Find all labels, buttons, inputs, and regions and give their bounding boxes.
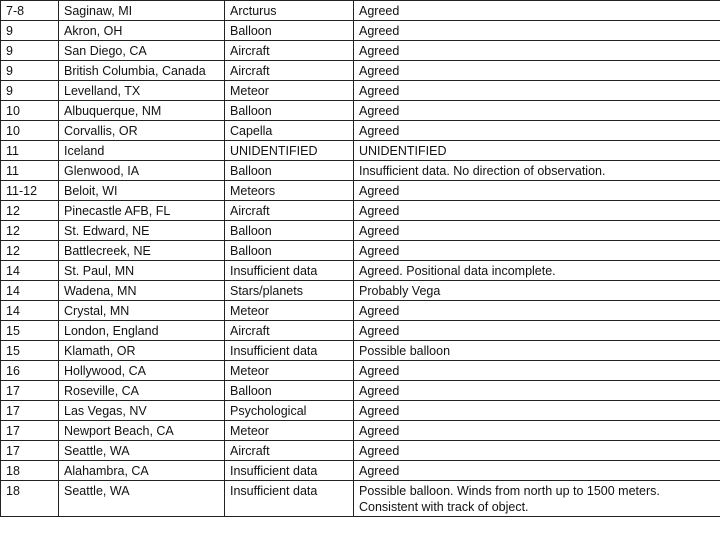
location-cell: Battlecreek, NE [59, 241, 225, 261]
table-row [1, 121, 720, 141]
table-row [1, 321, 720, 341]
date-cell: 14 [1, 261, 59, 281]
date-cell: 11 [1, 141, 59, 161]
location-cell: St. Paul, MN [59, 261, 225, 281]
date-cell: 14 [1, 301, 59, 321]
explanation-cell: Balloon [225, 21, 354, 41]
table-row [1, 261, 720, 281]
table-row [1, 381, 720, 401]
location-cell: London, England [59, 321, 225, 341]
table-row [1, 421, 720, 441]
location-cell: Hollywood, CA [59, 361, 225, 381]
location-cell: Klamath, OR [59, 341, 225, 361]
conclusion-cell: Possible balloon. Winds from north up to 1500 meters. Consistent with track of object. [354, 481, 720, 517]
table-row [1, 201, 720, 221]
conclusion-cell: Agreed [354, 61, 720, 81]
explanation-cell: Insufficient data [225, 461, 354, 481]
table-row [1, 301, 720, 321]
explanation-cell: Arcturus [225, 1, 354, 21]
date-cell: 17 [1, 401, 59, 421]
explanation-cell: Aircraft [225, 321, 354, 341]
explanation-cell: Aircraft [225, 41, 354, 61]
conclusion-cell: Agreed [354, 461, 720, 481]
date-cell: 16 [1, 361, 59, 381]
date-cell: 18 [1, 481, 59, 517]
explanation-cell: Meteor [225, 421, 354, 441]
table-row [1, 1, 720, 21]
table-row [1, 361, 720, 381]
conclusion-cell: UNIDENTIFIED [354, 141, 720, 161]
explanation-cell: Insufficient data [225, 261, 354, 281]
date-cell: 9 [1, 61, 59, 81]
conclusion-cell: Agreed [354, 361, 720, 381]
location-cell: Wadena, MN [59, 281, 225, 301]
conclusion-cell: Agreed [354, 81, 720, 101]
date-cell: 17 [1, 441, 59, 461]
conclusion-cell: Agreed [354, 41, 720, 61]
explanation-cell: Aircraft [225, 201, 354, 221]
table-row [1, 341, 720, 361]
location-cell: Saginaw, MI [59, 1, 225, 21]
location-cell: St. Edward, NE [59, 221, 225, 241]
conclusion-cell: Agreed [354, 1, 720, 21]
table-row [1, 241, 720, 261]
table-row [1, 221, 720, 241]
conclusion-cell: Agreed [354, 241, 720, 261]
location-cell: Crystal, MN [59, 301, 225, 321]
location-cell: Akron, OH [59, 21, 225, 41]
explanation-cell: Insufficient data [225, 341, 354, 361]
date-cell: 11-12 [1, 181, 59, 201]
conclusion-cell: Insufficient data. No direction of observation. [354, 161, 720, 181]
explanation-cell: Meteor [225, 301, 354, 321]
table-row [1, 401, 720, 421]
table-row [1, 161, 720, 181]
explanation-cell: Meteor [225, 81, 354, 101]
table-row [1, 21, 720, 41]
date-cell: 10 [1, 101, 59, 121]
date-cell: 10 [1, 121, 59, 141]
table-row [1, 441, 720, 461]
table-row [1, 101, 720, 121]
location-cell: Seattle, WA [59, 441, 225, 461]
date-cell: 17 [1, 381, 59, 401]
explanation-cell: Capella [225, 121, 354, 141]
explanation-cell: Meteors [225, 181, 354, 201]
conclusion-cell: Agreed [354, 301, 720, 321]
table-row [1, 41, 720, 61]
conclusion-cell: Agreed [354, 121, 720, 141]
date-cell: 9 [1, 41, 59, 61]
sightings-table-body [1, 1, 720, 517]
conclusion-cell: Agreed [354, 421, 720, 441]
location-cell: Beloit, WI [59, 181, 225, 201]
date-cell: 11 [1, 161, 59, 181]
conclusion-cell: Agreed. Positional data incomplete. [354, 261, 720, 281]
explanation-cell: Balloon [225, 101, 354, 121]
table-row [1, 81, 720, 101]
date-cell: 12 [1, 221, 59, 241]
explanation-cell: Balloon [225, 241, 354, 261]
location-cell: British Columbia, Canada [59, 61, 225, 81]
conclusion-cell: Probably Vega [354, 281, 720, 301]
explanation-cell: Meteor [225, 361, 354, 381]
explanation-cell: UNIDENTIFIED [225, 141, 354, 161]
explanation-cell: Balloon [225, 381, 354, 401]
location-cell: Albuquerque, NM [59, 101, 225, 121]
date-cell: 9 [1, 21, 59, 41]
date-cell: 15 [1, 341, 59, 361]
explanation-cell: Aircraft [225, 441, 354, 461]
conclusion-cell: Agreed [354, 401, 720, 421]
location-cell: San Diego, CA [59, 41, 225, 61]
date-cell: 9 [1, 81, 59, 101]
table-row [1, 181, 720, 201]
explanation-cell: Stars/planets [225, 281, 354, 301]
explanation-cell: Balloon [225, 221, 354, 241]
date-cell: 12 [1, 241, 59, 261]
location-cell: Corvallis, OR [59, 121, 225, 141]
table-row [1, 281, 720, 301]
conclusion-cell: Agreed [354, 221, 720, 241]
table-row [1, 61, 720, 81]
date-cell: 7-8 [1, 1, 59, 21]
conclusion-cell: Agreed [354, 181, 720, 201]
table-row [1, 461, 720, 481]
table-row [1, 481, 720, 517]
date-cell: 14 [1, 281, 59, 301]
date-cell: 18 [1, 461, 59, 481]
location-cell: Glenwood, IA [59, 161, 225, 181]
explanation-cell: Psychological [225, 401, 354, 421]
explanation-cell: Aircraft [225, 61, 354, 81]
location-cell: Alahambra, CA [59, 461, 225, 481]
date-cell: 12 [1, 201, 59, 221]
table-row [1, 141, 720, 161]
date-cell: 15 [1, 321, 59, 341]
location-cell: Seattle, WA [59, 481, 225, 517]
conclusion-cell: Agreed [354, 101, 720, 121]
conclusion-cell: Possible balloon [354, 341, 720, 361]
explanation-cell: Insufficient data [225, 481, 354, 517]
conclusion-cell: Agreed [354, 381, 720, 401]
location-cell: Las Vegas, NV [59, 401, 225, 421]
date-cell: 17 [1, 421, 59, 441]
location-cell: Pinecastle AFB, FL [59, 201, 225, 221]
conclusion-cell: Agreed [354, 201, 720, 221]
conclusion-cell: Agreed [354, 441, 720, 461]
location-cell: Levelland, TX [59, 81, 225, 101]
location-cell: Newport Beach, CA [59, 421, 225, 441]
location-cell: Iceland [59, 141, 225, 161]
explanation-cell: Balloon [225, 161, 354, 181]
conclusion-cell: Agreed [354, 321, 720, 341]
conclusion-cell: Agreed [354, 21, 720, 41]
location-cell: Roseville, CA [59, 381, 225, 401]
